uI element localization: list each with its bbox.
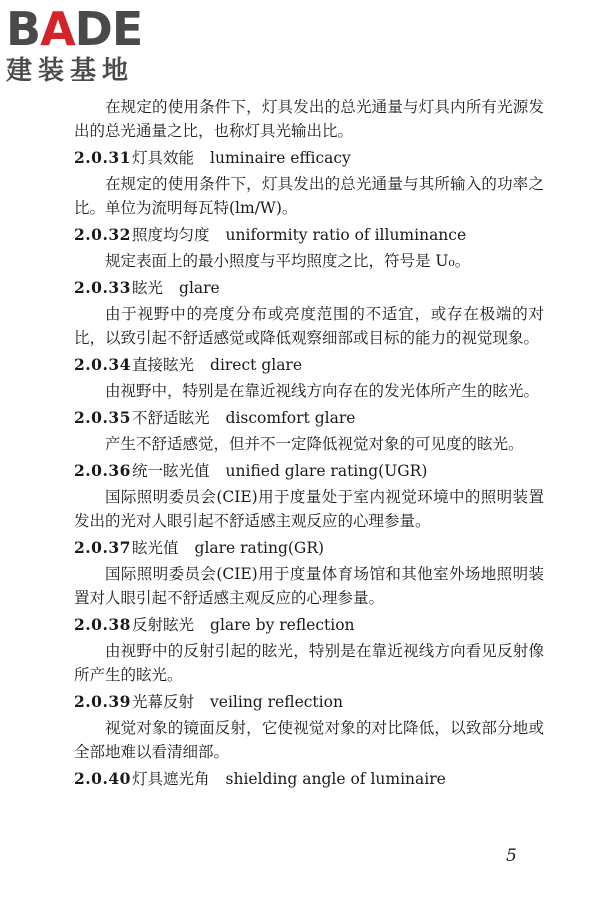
term-chinese: 统一眩光值: [132, 462, 210, 480]
term-number: 2.0.40: [74, 769, 131, 788]
term-description: 产生不舒适感觉，但并不一定降低视觉对象的可见度的眩光。: [105, 435, 524, 453]
term-number: 2.0.33: [74, 278, 131, 297]
term-entry: [74, 613, 544, 687]
term-entry: [74, 223, 544, 273]
term-number: 2.0.38: [74, 615, 131, 634]
term-entry: [74, 690, 544, 764]
term-heading: [74, 406, 544, 430]
term-entry: [74, 353, 544, 403]
term-heading: [74, 353, 544, 377]
term-number: 2.0.35: [74, 408, 131, 427]
term-english: glare: [179, 279, 220, 297]
term-chinese: 直接眩光: [132, 356, 195, 374]
term-description: 由于视野中的亮度分布或亮度范围的不适宜，或存在极端的对比，以致引起不舒适感觉或降低观察细部或目标的能力的视觉现象。: [74, 305, 544, 347]
term-heading: [74, 613, 544, 637]
term-number: 2.0.34: [74, 355, 131, 374]
term-english: veiling reflection: [210, 693, 343, 711]
term-heading: [74, 223, 544, 247]
term-entry: [74, 406, 544, 456]
logo-chinese-text: 建装基地: [6, 56, 135, 86]
term-description: 由视野中的反射引起的眩光，特别是在靠近视线方向看见反射像所产生的眩光。: [74, 642, 544, 684]
term-english: unified glare rating(UGR): [225, 462, 428, 480]
term-number: 2.0.31: [74, 148, 131, 167]
term-entry: [74, 146, 544, 220]
intro-paragraph: 在规定的使用条件下，灯具发出的总光通量与灯具内所有光源发出的总光通量之比，也称灯具光输出比。: [74, 98, 544, 140]
document-body: [74, 95, 544, 793]
term-english: luminaire efficacy: [210, 149, 351, 167]
term-chinese: 不舒适眩光: [132, 409, 210, 427]
term-entry: [74, 276, 544, 350]
term-description: 规定表面上的最小照度与平均照度之比，符号是 U₀。: [105, 252, 471, 270]
term-english: discomfort glare: [225, 409, 356, 427]
term-description: 在规定的使用条件下，灯具发出的总光通量与其所输入的功率之比。单位为流明每瓦特(lm/W)。: [74, 175, 544, 217]
term-heading: [74, 146, 544, 170]
page-number: 5: [506, 846, 517, 866]
term-heading: [74, 459, 544, 483]
term-entry: [74, 459, 544, 533]
logo-wordmark: BADE: [6, 2, 143, 56]
term-number: 2.0.36: [74, 461, 131, 480]
term-heading: [74, 767, 544, 791]
term-english: uniformity ratio of illuminance: [225, 226, 467, 244]
term-description: 由视野中，特别是在靠近视线方向存在的发光体所产生的眩光。: [105, 382, 540, 400]
term-description: 国际照明委员会(CIE)用于度量体育场馆和其他室外场地照明装置对人眼引起不舒适感主观反应的心理参量。: [74, 565, 544, 607]
term-entry: [74, 767, 544, 791]
term-heading: [74, 690, 544, 714]
term-heading: [74, 536, 544, 560]
term-english: direct glare: [210, 356, 303, 374]
term-chinese: 灯具效能: [132, 149, 195, 167]
term-english: glare by reflection: [210, 616, 355, 634]
term-description: 视觉对象的镜面反射，它使视觉对象的对比降低，以致部分地或全部地难以看清细部。: [74, 719, 544, 761]
term-english: shielding angle of luminaire: [225, 770, 446, 788]
term-heading: [74, 276, 544, 300]
term-chinese: 光幕反射: [132, 693, 195, 711]
bade-logo: [6, 4, 176, 90]
term-description: 国际照明委员会(CIE)用于度量处于室内视觉环境中的照明装置发出的光对人眼引起不舒适感主观反应的心理参量。: [74, 488, 544, 530]
term-chinese: 照度均匀度: [132, 226, 210, 244]
term-chinese: 反射眩光: [132, 616, 195, 634]
term-number: 2.0.39: [74, 692, 131, 711]
term-chinese: 眩光值: [132, 539, 179, 557]
term-english: glare rating(GR): [194, 539, 325, 557]
term-number: 2.0.37: [74, 538, 131, 557]
term-entry: [74, 536, 544, 610]
term-chinese: 灯具遮光角: [132, 770, 210, 788]
term-number: 2.0.32: [74, 225, 131, 244]
term-chinese: 眩光: [132, 279, 164, 297]
